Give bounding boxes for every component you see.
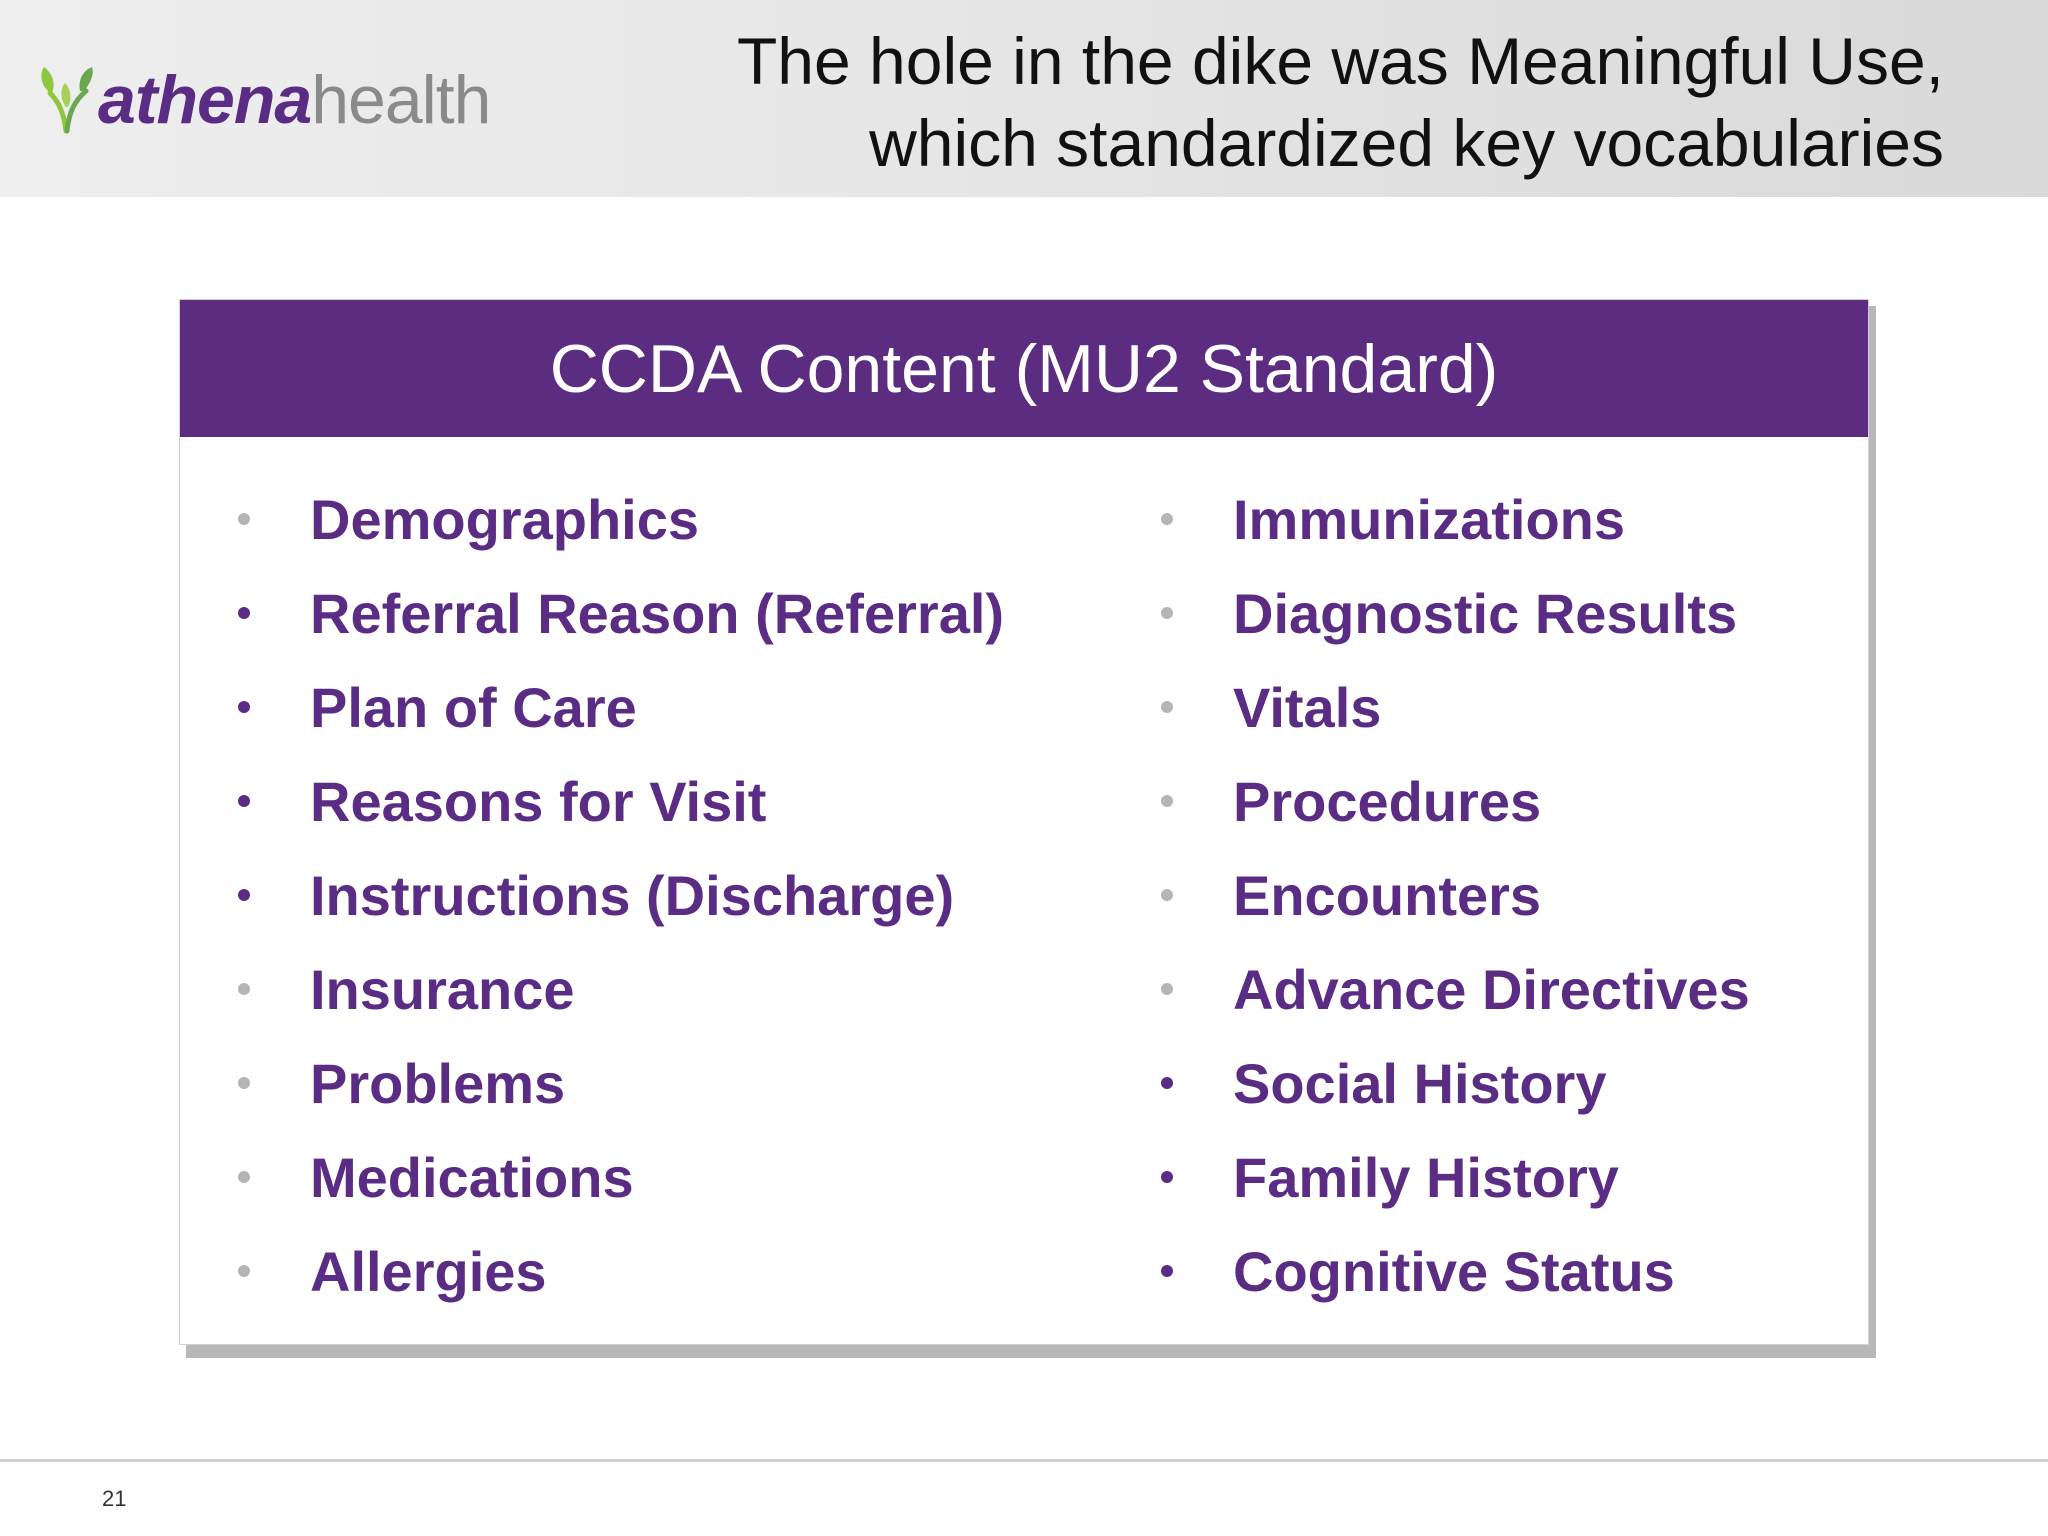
bullet-icon — [1161, 1265, 1173, 1277]
bullet-icon — [1161, 795, 1173, 807]
ccda-content-card — [179, 299, 1869, 1345]
bullet-icon — [238, 701, 250, 713]
list-item-label: Cognitive Status — [1233, 1239, 1675, 1303]
bullet-icon — [1161, 513, 1173, 525]
list-item-label: Social History — [1233, 1051, 1607, 1115]
athenahealth-logo — [38, 60, 490, 140]
list-item-label: Demographics — [310, 487, 699, 551]
bullet-icon — [238, 889, 250, 901]
bullet-icon — [238, 1077, 250, 1089]
logo-athena-text: athena — [98, 62, 312, 138]
list-item-label: Medications — [310, 1145, 634, 1209]
bullet-icon — [238, 607, 250, 619]
card-heading: CCDA Content (MU2 Standard) — [180, 300, 1868, 437]
bullet-icon — [238, 513, 250, 525]
logo-wordmark — [98, 62, 491, 138]
list-item-label: Diagnostic Results — [1233, 581, 1738, 645]
list-item-label: Reasons for Visit — [310, 769, 767, 833]
list-item-label: Procedures — [1233, 769, 1542, 833]
leaf-sprout-icon — [38, 65, 96, 135]
list-item-label: Family History — [1233, 1145, 1619, 1209]
list-item-label: Immunizations — [1233, 487, 1626, 551]
bullet-icon — [238, 1265, 250, 1277]
list-item-label: Problems — [310, 1051, 566, 1115]
list-item-label: Advance Directives — [1233, 957, 1750, 1021]
logo-health-text: health — [311, 62, 491, 138]
bullet-icon — [238, 795, 250, 807]
slide-title-line-1: The hole in the dike was Meaningful Use, — [736, 24, 1944, 98]
slide-title-line-2: which standardized key vocabularies — [869, 106, 1944, 180]
bullet-icon — [1161, 889, 1173, 901]
list-item-label: Insurance — [310, 957, 575, 1021]
bullet-icon — [1161, 1077, 1173, 1089]
slide-title — [544, 20, 1944, 184]
list-item-label: Encounters — [1233, 863, 1542, 927]
bullet-icon — [1161, 701, 1173, 713]
bullet-icon — [238, 1171, 250, 1183]
bullet-icon — [1161, 983, 1173, 995]
list-item-label: Vitals — [1233, 675, 1382, 739]
bullet-icon — [238, 983, 250, 995]
list-item-label: Allergies — [310, 1239, 547, 1303]
list-item-label: Plan of Care — [310, 675, 637, 739]
footer-divider — [0, 1459, 2048, 1462]
list-item-label: Referral Reason (Referral) — [310, 581, 1005, 645]
page-number: 21 — [102, 1486, 127, 1511]
list-item-label: Instructions (Discharge) — [310, 863, 955, 927]
bullet-icon — [1161, 607, 1173, 619]
bullet-icon — [1161, 1171, 1173, 1183]
